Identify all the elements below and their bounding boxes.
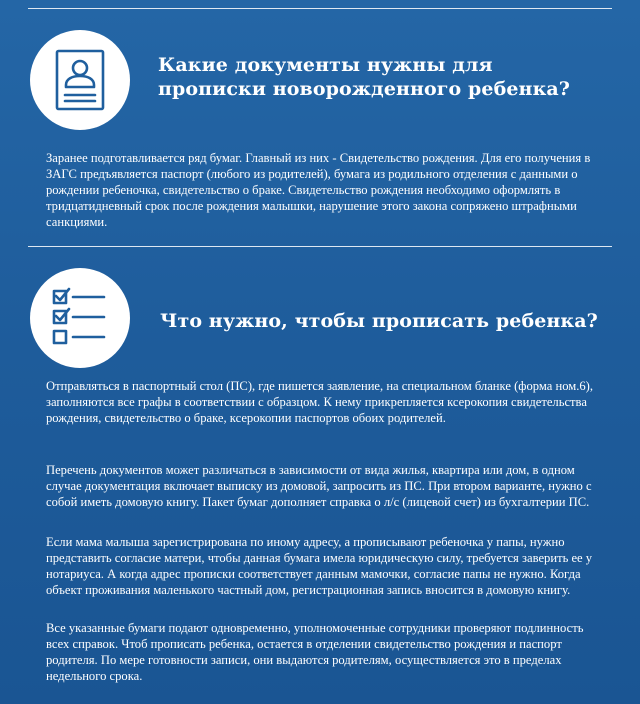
checklist-icon-circle [30, 268, 130, 368]
section1-paragraph: Заранее подготавливается ряд бумаг. Главный из них - Свидетельство рождения. Для его получения в ЗАГС предъявляется паспорт (любого из родителей), бумага из родильного отделения с данными о рождении ребеночка, свидетельство о браке. Свидетельство рождения необходимо оформлять в тридцатидневный срок после рождения малышки, нарушение этого закона сопряжено штрафными санкциями. [46, 151, 591, 229]
top-divider [28, 8, 612, 9]
section2-paragraph-2: Перечень документов может различаться в зависимости от вида жилья, квартира или дом, в одном случае документация включает выписку из домовой, запросить из ПС. При втором варианте, нужно с собой иметь домовую книгу. Пакет бумаг дополняет справка о л/с (лицевой счет) из бухгалтерии ПС. [46, 463, 592, 509]
section1-heading-line2: прописки новорожденного ребенка? [158, 78, 571, 100]
middle-divider [28, 246, 612, 247]
section2-paragraph-4: Все указанные бумаги подают одновременно, уполномоченные сотрудники проверяют подлинность всех справок. Чтоб прописать ребенка, остается в отделении свидетельство рождения и паспорт родителя. По мере готовности записи, они выдаются родителям, осуществляется это в пределах недельного срока. [46, 621, 584, 683]
section1-heading-line1: Какие документы нужны для [158, 54, 493, 76]
section2-heading: Что нужно, чтобы прописать ребенка? [160, 310, 598, 332]
user-document-icon-circle [30, 30, 130, 130]
checklist-icon [30, 268, 130, 368]
section2-paragraph-3: Если мама малыша зарегистрирована по иному адресу, а прописывают ребеночка у папы, нужно представить согласие матери, чтобы данная бумага имела юридическую силу, требуется заверить ее у нотариуса. А когда адрес прописки соответствует данным мамочки, согласие папы не нужно. Когда объект проживания маленького частный дом, регистрационная запись вносится в домовую книгу. [46, 535, 593, 597]
section2-paragraph-1: Отправляться в паспортный стол (ПС), где пишется заявление, на специальном бланке (форма ном.6), заполняются все графы в соответствии с образцом. К нему прикрепляется ксерокопия свидетельства рождения, свидетельство о браке, ксерокопии паспортов обоих родителей. [46, 379, 594, 425]
user-document-icon [30, 30, 130, 130]
